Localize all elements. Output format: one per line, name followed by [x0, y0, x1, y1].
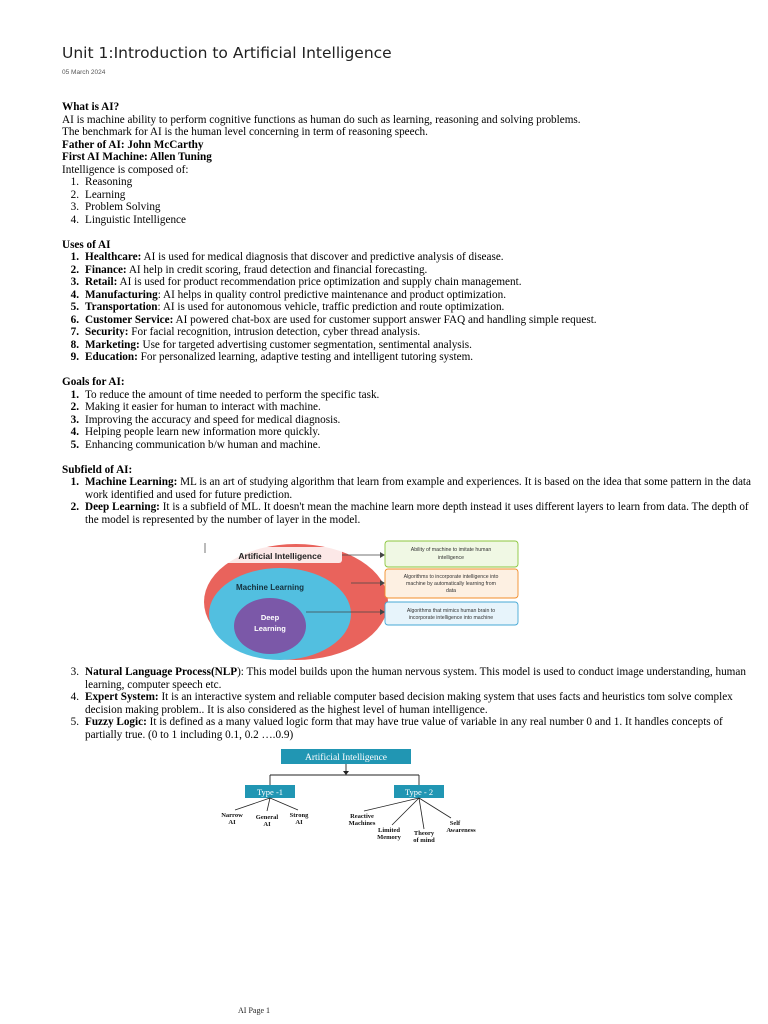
list-item: 2. Making it easier for human to interact with machine. — [70, 401, 321, 413]
composed-list — [62, 176, 762, 226]
notes-body — [62, 101, 762, 861]
uses-list — [62, 251, 762, 364]
tree-limited-memory-2: Memory — [377, 834, 401, 841]
tree-theory-of-mind-1: Theory — [413, 830, 435, 837]
what-is-ai-line-1: AI is machine ability to perform cognitive functions as human do such as learning, reasoning and solving problems. — [62, 113, 581, 126]
venn-box-ml-line-2: machine by automatically learning from — [406, 581, 496, 587]
list-item: 5. Enhancing communication b/w human and machine. — [70, 438, 321, 451]
tree-narrow-ai-2: AI — [228, 819, 236, 826]
venn-box-ml-line-1: Algorithms to incorporate intelligence into — [403, 574, 499, 580]
tree-type1-label: Type -1 — [256, 787, 284, 797]
venn-dl-label-1: Deep — [260, 613, 280, 622]
venn-dl-label-2: Learning — [254, 624, 286, 633]
venn-box-ai-line-1: Ability of machine to imitate human — [410, 547, 492, 553]
list-item: 1. Healthcare: AI is used for medical diagnosis that discover and predictive analysis of disease. — [70, 251, 504, 263]
ai-types-tree-svg — [62, 749, 762, 861]
ai-ml-dl-diagram — [62, 533, 762, 661]
list-item: 6. Customer Service: AI powered chat-box are used for customer support answer FAQ and handling simple request. — [70, 313, 597, 326]
list-item: 5. Fuzzy Logic: It is defined as a many valued logic form that may have true value of variable in any real number 0 and 1. It handles concepts of partially true. (0 to 1 including 0.1, 0.2 ….0.9) — [70, 716, 723, 741]
venn-box-dl-line-2: incorporate intelligence into machine — [408, 615, 494, 621]
subfield-list-continued — [62, 666, 762, 741]
what-is-ai-line-2: The benchmark for AI is the human level concerning in term of reasoning speech. — [62, 126, 428, 138]
list-item: 4. Expert System: It is an interactive system and reliable computer based decision making system that uses facts and heuristics tom solve complex decision making problem.. It is also considered as the highest level of human intelligence. — [70, 691, 733, 716]
list-item: 2. Finance: AI help in credit scoring, fraud detection and financial forecasting. — [70, 263, 428, 276]
what-is-ai-heading: What is AI? — [62, 101, 120, 113]
goals-heading: Goals for AI: — [62, 376, 125, 388]
tree-reactive-machines-2: Machines — [348, 820, 376, 827]
subfield-heading: Subfield of AI: — [62, 463, 133, 476]
list-item: 1. Reasoning — [70, 176, 133, 188]
goals-list — [62, 389, 762, 452]
list-item: 3. Problem Solving — [70, 201, 161, 213]
list-item: 1. Machine Learning: ML is an art of studying algorithm that learn from example and experiences. It is based on the idea that some pattern in the data work identified and used for future prediction. — [70, 476, 751, 501]
tree-self-awareness-2: Awareness — [446, 827, 476, 834]
ai-ml-dl-venn — [62, 533, 762, 661]
venn-ml-label: Machine Learning — [235, 583, 305, 592]
page-title: Unit 1:Introduction to Artificial Intelligence — [62, 44, 392, 62]
tree-strong-ai-2: AI — [295, 819, 303, 826]
ai-types-tree — [62, 749, 762, 861]
father-of-ai: Father of AI: John McCarthy — [62, 138, 204, 151]
list-item: 5. Transportation: AI is used for autonomous vehicle, traffic prediction and route optimization. — [70, 301, 505, 313]
tree-limited-memory-1: Limited — [377, 827, 401, 834]
list-item: 4. Helping people learn new information more quickly. — [70, 426, 321, 438]
tree-reactive-machines-1: Reactive — [350, 813, 374, 820]
tree-general-ai-2: AI — [263, 821, 271, 828]
page-date: 05 March 2024 — [62, 69, 106, 76]
tree-strong-ai-1: Strong — [289, 812, 309, 819]
tree-type2-label: Type - 2 — [404, 787, 434, 797]
venn-box-ai — [385, 541, 518, 567]
page-footer: AI Page 1 — [238, 1006, 270, 1015]
list-item: 2. Learning — [70, 188, 126, 201]
list-item: 3. Improving the accuracy and speed for medical diagnosis. — [70, 413, 341, 426]
venn-box-dl-line-1: Algorithms that mimics human brain to — [406, 608, 496, 614]
list-item: 2. Deep Learning: It is a subfield of ML. It doesn't mean the machine learn more depth instead it uses different layers to learn from data. The depth of the model is represented by the number of layer in the model. — [70, 501, 749, 526]
tree-general-ai-1: General — [255, 814, 279, 821]
tree-self-awareness-1: Self — [449, 820, 461, 827]
list-item: 9. Education: For personalized learning, adaptive testing and intelligent tutoring system. — [70, 351, 474, 363]
tree-theory-of-mind-2: of mind — [413, 837, 435, 844]
list-item: 7. Security: For facial recognition, intrusion detection, cyber thread analysis. — [70, 326, 421, 338]
list-item: 8. Marketing: Use for targeted advertising customer segmentation, sentimental analysis. — [70, 338, 472, 351]
composed-intro: Intelligence is composed of: — [62, 163, 189, 176]
tree-narrow-ai-1: Narrow — [221, 812, 243, 819]
list-item: 1. To reduce the amount of time needed to perform the specific task. — [70, 388, 380, 401]
list-item: 4. Manufacturing: AI helps in quality control predictive maintenance and product optimization. — [70, 288, 506, 301]
tree-root-label: Artificial Intelligence — [304, 753, 388, 763]
venn-box-ai-line-2: intelligence — [438, 555, 464, 561]
venn-box-ml-line-3: data — [445, 588, 457, 594]
venn-ai-label: Artificial Intelligence — [238, 551, 322, 561]
subfield-list — [62, 476, 762, 526]
list-item: 3. Retail: AI is used for product recommendation price optimization and supply chain management. — [70, 276, 522, 288]
list-item: 4. Linguistic Intelligence — [70, 213, 186, 226]
uses-heading: Uses of AI — [62, 238, 111, 251]
list-item: 3. Natural Language Process(NLP): This model builds upon the human nervous system. This model is used to conduct image understanding, human learning, computer speech etc. — [70, 666, 746, 691]
first-ai-machine: First AI Machine: Allen Tuning — [62, 151, 212, 163]
